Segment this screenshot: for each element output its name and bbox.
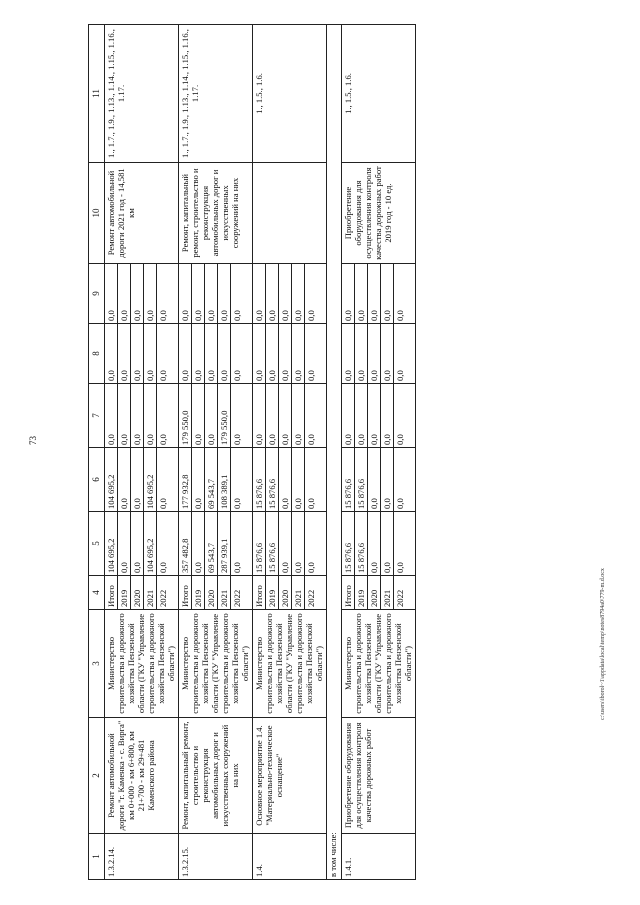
table-row xyxy=(178,25,252,880)
header-cell: 2 xyxy=(89,718,105,834)
local-budget-cell xyxy=(252,324,326,384)
federal-budget-cell-value: 0,0 xyxy=(266,384,279,447)
result-cell: Приобретение оборудования для осуществления контроля качества дорожных работ 2019 год - 10 ед. xyxy=(341,163,415,264)
local-budget-cell-value: 0,0 xyxy=(179,324,192,383)
regional-budget-cell-value: 0,0 xyxy=(157,498,168,509)
total-funding-cell-value: 0,0 xyxy=(394,562,405,573)
year-cell-value: Итого xyxy=(342,576,355,609)
regional-budget-cell-value: 0,0 xyxy=(231,498,242,509)
regional-budget-cell xyxy=(252,448,326,512)
regional-budget-cell-value: 0,0 xyxy=(381,448,394,511)
regional-budget-cell-value: 15 876,6 xyxy=(342,448,355,511)
total-funding-cell-value: 69 543,7 xyxy=(205,512,218,575)
federal-budget-cell-value: 0,0 xyxy=(157,434,168,445)
other-sources-cell-value: 0,0 xyxy=(131,264,144,323)
header-cell: 4 xyxy=(89,576,105,610)
indicators-cell: 1., 1.7., 1.9., 1.13., 1.14., 1.15., 1.16., 1.17. xyxy=(178,25,252,163)
result-cell: Ремонт, капитальный ремонт, строительство и реконструкция автомобильных дорог и искусственных сооружений на них xyxy=(178,163,252,264)
other-sources-cell-value: 0,0 xyxy=(394,310,405,321)
subheading-cell: в том числе: xyxy=(326,25,341,880)
federal-budget-cell xyxy=(341,384,415,448)
other-sources-cell-value: 0,0 xyxy=(292,264,305,323)
subheading-row xyxy=(326,25,341,880)
regional-budget-cell-value: 108 389,1 xyxy=(218,448,231,511)
local-budget-cell-value: 0,0 xyxy=(342,324,355,383)
local-budget-cell-value: 0,0 xyxy=(253,324,266,383)
table-body xyxy=(89,25,416,880)
total-funding-cell-value: 0,0 xyxy=(368,512,381,575)
year-cell xyxy=(252,576,326,610)
regional-budget-cell-value: 0,0 xyxy=(394,498,405,509)
executor-cell: Министерство строительства и дорожного хозяйства Пензенской области (ГКУ "Управление строительства и дорожного хозяйства Пензенской области") xyxy=(252,610,326,718)
year-cell-value: 2022 xyxy=(231,589,242,607)
federal-budget-cell-value: 0,0 xyxy=(144,384,157,447)
result-cell xyxy=(252,163,326,264)
year-cell-value: 2020 xyxy=(368,576,381,609)
header-cell: 7 xyxy=(89,384,105,448)
year-cell xyxy=(341,576,415,610)
local-budget-cell-value: 0,0 xyxy=(192,324,205,383)
code-cell: 1.3.2.15. xyxy=(178,834,252,880)
total-funding-cell-value: 15 876,6 xyxy=(342,512,355,575)
total-funding-cell-value: 0,0 xyxy=(279,512,292,575)
table-row xyxy=(341,25,415,880)
indicators-cell: 1., 1.5., 1.6. xyxy=(252,25,326,163)
other-sources-cell-value: 0,0 xyxy=(157,310,168,321)
header-cell: 8 xyxy=(89,324,105,384)
other-sources-cell xyxy=(104,264,178,324)
header-cell: 1 xyxy=(89,834,105,880)
year-cell-value: 2022 xyxy=(394,589,405,607)
total-funding-cell-value: 104 695,2 xyxy=(105,512,118,575)
local-budget-cell xyxy=(341,324,415,384)
indicators-cell: 1., 1.5., 1.6. xyxy=(341,25,415,163)
local-budget-cell-value: 0,0 xyxy=(131,324,144,383)
measure-name-cell: Приобретение оборудования для осуществления контроля качества дорожных работ xyxy=(341,718,415,834)
result-cell: Ремонт автомобильной дороги 2021 год - 14,581 км xyxy=(104,163,178,264)
year-cell-value: 2021 xyxy=(218,576,231,609)
federal-budget-cell-value: 0,0 xyxy=(231,434,242,445)
local-budget-cell-value: 0,0 xyxy=(105,324,118,383)
measure-name-cell: Ремонт автомобильной дороги "г. Каменка - с. Вирга" км 0+000 - км 6+800, км 21+700 - км 29+481 Каменского района xyxy=(104,718,178,834)
year-cell-value: Итого xyxy=(179,576,192,609)
rotated-table-container xyxy=(88,25,608,880)
total-funding-cell xyxy=(252,512,326,576)
regional-budget-cell-value: 104 695,2 xyxy=(144,448,157,511)
federal-budget-cell xyxy=(252,384,326,448)
total-funding-cell-value: 15 876,6 xyxy=(253,512,266,575)
regional-budget-cell-value: 0,0 xyxy=(368,448,381,511)
federal-budget-cell-value: 0,0 xyxy=(292,384,305,447)
total-funding-cell-value: 0,0 xyxy=(381,512,394,575)
total-funding-cell-value: 0,0 xyxy=(131,512,144,575)
year-cell-value: Итого xyxy=(253,576,266,609)
total-funding-cell-value: 357 482,8 xyxy=(179,512,192,575)
other-sources-cell-value: 0,0 xyxy=(368,264,381,323)
local-budget-cell-value: 0,0 xyxy=(368,324,381,383)
total-funding-cell-value: 15 876,6 xyxy=(355,512,368,575)
local-budget-cell-value: 0,0 xyxy=(218,324,231,383)
executor-cell: Министерство строительства и дорожного хозяйства Пензенской области (ГКУ "Управление строительства и дорожного хозяйства Пензенской области") xyxy=(104,610,178,718)
header-row xyxy=(89,25,105,880)
header-cell: 6 xyxy=(89,448,105,512)
regional-budget-cell-value: 15 876,6 xyxy=(355,448,368,511)
regional-budget-cell-value: 0,0 xyxy=(192,448,205,511)
total-funding-cell-value: 0,0 xyxy=(305,562,316,573)
local-budget-cell-value: 0,0 xyxy=(205,324,218,383)
federal-budget-cell-value: 0,0 xyxy=(342,384,355,447)
regional-budget-cell xyxy=(178,448,252,512)
year-cell-value: 2019 xyxy=(118,576,131,609)
federal-budget-cell-value: 0,0 xyxy=(192,384,205,447)
regional-budget-cell-value: 0,0 xyxy=(118,448,131,511)
regional-budget-cell-value: 0,0 xyxy=(279,448,292,511)
year-cell-value: Итого xyxy=(105,576,118,609)
header-cell: 5 xyxy=(89,512,105,576)
federal-budget-cell xyxy=(178,384,252,448)
local-budget-cell-value: 0,0 xyxy=(118,324,131,383)
federal-budget-cell xyxy=(104,384,178,448)
header-cell: 9 xyxy=(89,264,105,324)
local-budget-cell-value: 0,0 xyxy=(279,324,292,383)
local-budget-cell-value: 0,0 xyxy=(292,324,305,383)
regional-budget-cell-value: 15 876,6 xyxy=(253,448,266,511)
federal-budget-cell-value: 0,0 xyxy=(105,384,118,447)
header-cell: 10 xyxy=(89,163,105,264)
other-sources-cell-value: 0,0 xyxy=(266,264,279,323)
federal-budget-cell-value: 0,0 xyxy=(253,384,266,447)
federal-budget-cell-value: 179 550,0 xyxy=(218,384,231,447)
measure-name-cell: Основное мероприятие 1.4. "Материально-техническое оснащение" xyxy=(252,718,326,834)
federal-budget-cell-value: 0,0 xyxy=(305,434,316,445)
year-cell-value: 2019 xyxy=(355,576,368,609)
regional-budget-cell xyxy=(341,448,415,512)
page-number: 73 xyxy=(28,436,38,445)
executor-cell: Министерство строительства и дорожного хозяйства Пензенской области (ГКУ "Управление строительства и дорожного хозяйства Пензенской области") xyxy=(178,610,252,718)
regional-budget-cell-value: 0,0 xyxy=(305,498,316,509)
other-sources-cell-value: 0,0 xyxy=(205,264,218,323)
total-funding-cell-value: 287 939,1 xyxy=(218,512,231,575)
regional-budget-cell-value: 15 876,6 xyxy=(266,448,279,511)
federal-budget-cell-value: 0,0 xyxy=(118,384,131,447)
year-cell-value: 2021 xyxy=(144,576,157,609)
local-budget-cell-value: 0,0 xyxy=(231,370,242,381)
local-budget-cell xyxy=(104,324,178,384)
federal-budget-cell-value: 0,0 xyxy=(279,384,292,447)
local-budget-cell-value: 0,0 xyxy=(355,324,368,383)
federal-budget-cell-value: 0,0 xyxy=(131,384,144,447)
total-funding-cell-value: 0,0 xyxy=(157,562,168,573)
regional-budget-cell-value: 0,0 xyxy=(292,448,305,511)
federal-budget-cell-value: 0,0 xyxy=(394,434,405,445)
total-funding-cell xyxy=(178,512,252,576)
federal-budget-cell-value: 0,0 xyxy=(355,384,368,447)
other-sources-cell-value: 0,0 xyxy=(279,264,292,323)
year-cell-value: 2022 xyxy=(157,589,168,607)
other-sources-cell-value: 0,0 xyxy=(192,264,205,323)
other-sources-cell-value: 0,0 xyxy=(305,310,316,321)
executor-cell: Министерство строительства и дорожного хозяйства Пензенской области (ГКУ "Управление строительства и дорожного хозяйства Пензенской области") xyxy=(341,610,415,718)
code-cell: 1.4.1. xyxy=(341,834,415,880)
local-budget-cell-value: 0,0 xyxy=(305,370,316,381)
footer-file-path: c:\users\iborol~1\appdata\local\temp\notes8794a0\779-m.d.ocx xyxy=(600,568,606,720)
local-budget-cell-value: 0,0 xyxy=(144,324,157,383)
year-cell xyxy=(104,576,178,610)
regional-budget-cell-value: 0,0 xyxy=(131,448,144,511)
other-sources-cell-value: 0,0 xyxy=(179,264,192,323)
year-cell xyxy=(178,576,252,610)
regional-budget-cell-value: 104 695,2 xyxy=(105,448,118,511)
other-sources-cell-value: 0,0 xyxy=(355,264,368,323)
total-funding-cell-value: 0,0 xyxy=(292,512,305,575)
local-budget-cell-value: 0,0 xyxy=(266,324,279,383)
other-sources-cell-value: 0,0 xyxy=(381,264,394,323)
indicators-cell: 1., 1.7., 1.9., 1.13., 1.14., 1.15., 1.16., 1.17. xyxy=(104,25,178,163)
other-sources-cell-value: 0,0 xyxy=(218,264,231,323)
program-measures-table xyxy=(88,24,416,880)
total-funding-cell-value: 0,0 xyxy=(192,512,205,575)
local-budget-cell-value: 0,0 xyxy=(381,324,394,383)
header-cell: 11 xyxy=(89,25,105,163)
local-budget-cell-value: 0,0 xyxy=(157,370,168,381)
total-funding-cell xyxy=(104,512,178,576)
regional-budget-cell xyxy=(104,448,178,512)
other-sources-cell-value: 0,0 xyxy=(231,310,242,321)
total-funding-cell-value: 0,0 xyxy=(118,512,131,575)
year-cell-value: 2020 xyxy=(205,576,218,609)
table-row xyxy=(104,25,178,880)
other-sources-cell xyxy=(341,264,415,324)
header-cell: 3 xyxy=(89,610,105,718)
other-sources-cell-value: 0,0 xyxy=(253,264,266,323)
total-funding-cell-value: 15 876,6 xyxy=(266,512,279,575)
other-sources-cell-value: 0,0 xyxy=(105,264,118,323)
other-sources-cell-value: 0,0 xyxy=(144,264,157,323)
federal-budget-cell-value: 0,0 xyxy=(368,384,381,447)
year-cell-value: 2020 xyxy=(131,576,144,609)
year-cell-value: 2020 xyxy=(279,576,292,609)
regional-budget-cell-value: 177 932,8 xyxy=(179,448,192,511)
local-budget-cell-value: 0,0 xyxy=(394,370,405,381)
year-cell-value: 2019 xyxy=(192,576,205,609)
table-row xyxy=(252,25,326,880)
federal-budget-cell-value: 0,0 xyxy=(205,384,218,447)
year-cell-value: 2019 xyxy=(266,576,279,609)
code-cell: 1.3.2.14. xyxy=(104,834,178,880)
regional-budget-cell-value: 69 543,7 xyxy=(205,448,218,511)
code-cell: 1.4. xyxy=(252,834,326,880)
federal-budget-cell-value: 0,0 xyxy=(381,384,394,447)
year-cell-value: 2021 xyxy=(381,576,394,609)
measure-name-cell: Ремонт, капитальный ремонт, строительство и реконструкция автомобильных дорог и искусственных сооружений на них xyxy=(178,718,252,834)
federal-budget-cell-value: 179 550,0 xyxy=(179,384,192,447)
year-cell-value: 2022 xyxy=(305,589,316,607)
other-sources-cell xyxy=(178,264,252,324)
total-funding-cell-value: 104 695,2 xyxy=(144,512,157,575)
other-sources-cell-value: 0,0 xyxy=(118,264,131,323)
total-funding-cell-value: 0,0 xyxy=(231,562,242,573)
other-sources-cell-value: 0,0 xyxy=(342,264,355,323)
total-funding-cell xyxy=(341,512,415,576)
other-sources-cell xyxy=(252,264,326,324)
local-budget-cell xyxy=(178,324,252,384)
year-cell-value: 2021 xyxy=(292,576,305,609)
